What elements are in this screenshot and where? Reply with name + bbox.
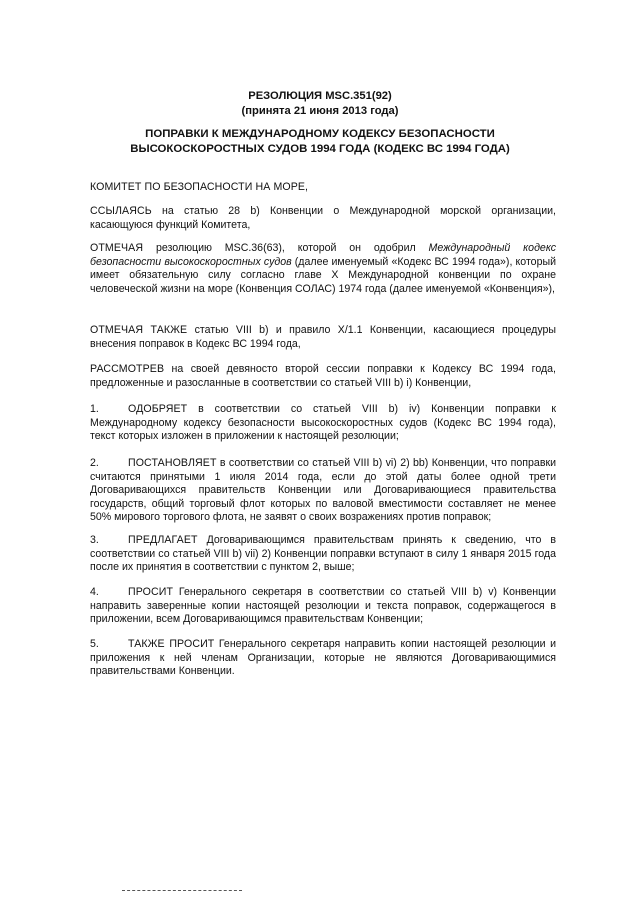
item-5-lead: ТАКЖЕ ПРОСИТ xyxy=(128,638,215,650)
item-2-number: 2. xyxy=(90,457,99,469)
preamble-recalling-text: на статью 28 b) Конвенции о Международной морской организации, касающуюся функций Комитета, xyxy=(90,205,556,231)
preamble-noting-text-b: (далее именуемый «Кодекс ВС 1994 года»), который имеет обязательную силу согласно главе X Международной конвенции по охране человеческой жизни на море (Конвенция СОЛАС) 1974 года (далее именуемой «Конвенция»), xyxy=(90,255,556,295)
preamble-noting-also xyxy=(90,324,556,351)
preamble-noting xyxy=(90,242,556,296)
document-title-line-1: ПОПРАВКИ К МЕЖДУНАРОДНОМУ КОДЕКСУ БЕЗОПАСНОСТИ xyxy=(145,128,495,140)
item-3-text: Договаривающимся правительствам принять к сведению, что в соответствии со статьей VIII b) vii) 2) Конвенции поправки вступают в силу 1 января 2015 года после их принятия в соответствии с пунктом 2, выше; xyxy=(90,534,556,574)
preamble-noting-also-text: статью VIII b) и правило X/1.1 Конвенции, касающиеся процедуры внесения поправок в Кодекс ВС 1994 года, xyxy=(90,324,556,350)
item-4-number: 4. xyxy=(90,586,99,598)
preamble-recalling-lead: ССЫЛАЯСЬ xyxy=(90,205,152,217)
item-1-number: 1. xyxy=(90,403,99,415)
resolution-number: РЕЗОЛЮЦИЯ MSC.351(92) xyxy=(248,90,392,102)
preamble-noting-text-a: резолюцию MSC.36(63), которой он одобрил xyxy=(143,242,429,254)
item-4-text: Генерального секретаря в соответствии со статьей VIII b) v) Конвенции направить заверенные копии настоящей резолюции и текста поправок, содержащегося в приложении, всем Договаривающимся правительствам Конвенции; xyxy=(90,586,556,626)
item-2-text: в соответствии со статьей VIII b) vi) 2) bb) Конвенции, что поправки считаются принятыми 1 июля 2014 года, если до этой даты более одной трети Договаривающихся правительств Конвенции или Договаривающиеся правительства государств, общий торговый флот которых по валовой вместимости составляет не менее 50% мирового торгового флота, не заявят о своих возражениях против поправок; xyxy=(90,457,556,524)
preamble-noting-lead: ОТМЕЧАЯ xyxy=(90,242,144,254)
preamble-having-considered-text: на своей девяносто второй сессии поправки к Кодексу ВС 1994 года, предложенные и разосланные в соответствии со статьей VIII b) i) Конвенции, xyxy=(90,363,556,389)
operative-item-5 xyxy=(90,638,556,679)
operative-item-2 xyxy=(90,457,556,525)
item-3-number: 3. xyxy=(90,534,99,546)
preamble-having-considered-lead: РАССМОТРЕВ xyxy=(90,363,165,375)
item-5-text: Генерального секретаря направить копии настоящей резолюции и приложения к ней членам Организации, которые не являются Договаривающимися правительствами Конвенции. xyxy=(90,638,557,678)
operative-item-1 xyxy=(90,403,556,444)
operative-item-3 xyxy=(90,534,556,575)
preamble-recalling xyxy=(90,205,556,232)
adoption-date: (принята 21 июня 2013 года) xyxy=(241,105,399,117)
preamble-having-considered xyxy=(90,363,556,390)
committee-name: КОМИТЕТ ПО БЕЗОПАСНОСТИ НА МОРЕ, xyxy=(90,181,309,193)
item-5-number: 5. xyxy=(90,638,99,650)
item-1-text: в соответствии со статьей VIII b) iv) Конвенции поправки к Международному кодексу безопасности высокоскоростных судов (Кодекс ВС 1994 года), текст которых изложен в приложении к настоящей резолюции; xyxy=(90,403,556,443)
item-3-lead: ПРЕДЛАГАЕТ xyxy=(128,534,198,546)
footer-dashed-rule xyxy=(122,890,242,891)
operative-item-4 xyxy=(90,586,556,627)
preamble-noting-also-lead: ОТМЕЧАЯ ТАКЖЕ xyxy=(90,324,188,336)
item-2-lead: ПОСТАНОВЛЯЕТ xyxy=(128,457,217,469)
document-title-line-2: ВЫСОКОСКОРОСТНЫХ СУДОВ 1994 ГОДА (КОДЕКС ВС 1994 ГОДА) xyxy=(130,143,510,155)
preamble-noting-code-name: Международный кодекс безопасности высокоскоростных судов xyxy=(90,242,556,268)
item-1-lead: ОДОБРЯЕТ xyxy=(128,403,188,415)
committee-line xyxy=(90,181,556,195)
item-4-lead: ПРОСИТ xyxy=(128,586,174,598)
